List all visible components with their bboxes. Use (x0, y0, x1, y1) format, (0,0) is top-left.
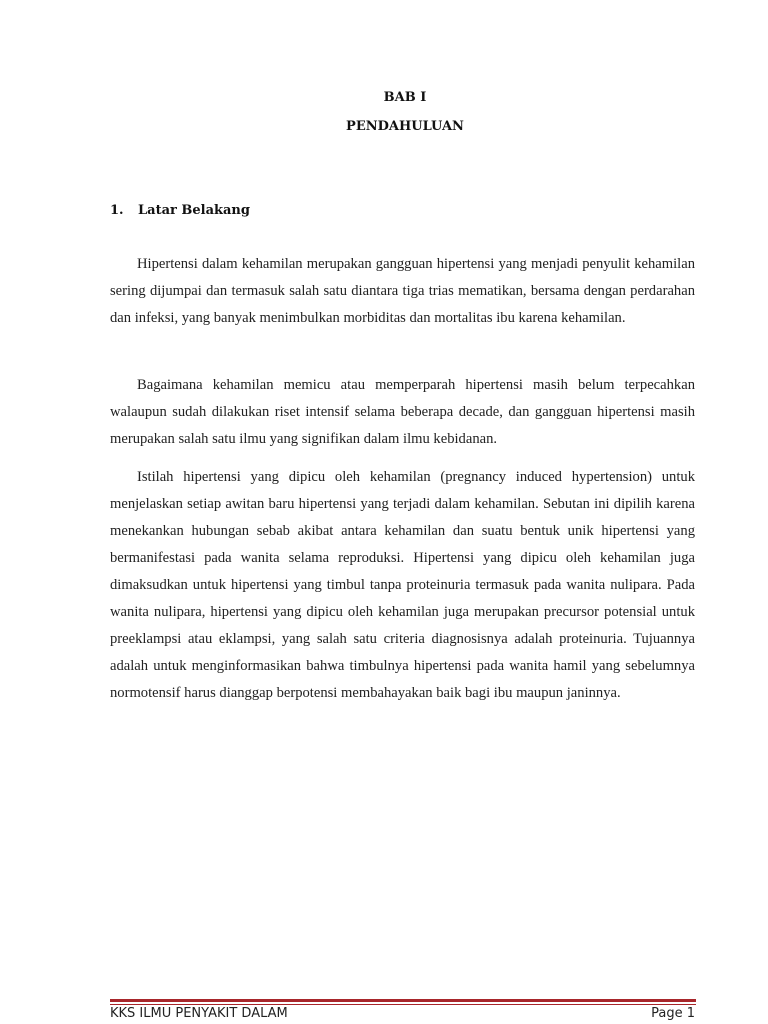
footer-rule-thick (110, 999, 696, 1002)
section-title: Latar Belakang (138, 203, 250, 218)
section-heading (110, 203, 250, 218)
body-paragraph: Istilah hipertensi yang dipicu oleh kehamilan (pregnancy induced hypertension) untuk menjelaskan setiap awitan baru hipertensi yang terjadi dalam kehamilan. Sebutan ini dipilih karena menekankan hubungan sebab akibat antara kehamilan dan suatu bentuk unik hipertensi yang bermanifestasi pada wanita selama reproduksi. Hipertensi yang dipicu oleh kehamilan juga dimaksudkan untuk hipertensi yang timbul tanpa proteinuria termasuk pada wanita nulipara. Pada wanita nulipara, hipertensi yang dipicu oleh kehamilan juga merupakan precursor potensial untuk preeklampsi atau eklampsi, yang salah satu criteria diagnosisnya adalah proteinuria. Tujuannya adalah untuk menginformasikan bahwa timbulnya hipertensi pada wanita hamil yang sebelumnya normotensif harus dianggap berpotensi membahayakan baik bagi ibu maupun janinnya. (110, 469, 695, 701)
body-paragraph: Bagaimana kehamilan memicu atau memperparah hipertensi masih belum terpecahkan walaupun sudah dilakukan riset intensif selama beberapa decade, dan gangguan hipertensi masih merupakan salah satu ilmu yang signifikan dalam ilmu kebidanan. (110, 377, 695, 447)
footer-rule-thin (110, 1004, 696, 1005)
footer-page-number: Page 1 (651, 1006, 695, 1021)
body-paragraph: Hipertensi dalam kehamilan merupakan gangguan hipertensi yang menjadi penyulit kehamilan sering dijumpai dan termasuk salah satu diantara tiga trias mematikan, bersama dengan perdarahan dan infeksi, yang banyak menimbulkan morbiditas dan mortalitas ibu karena kehamilan. (110, 256, 695, 326)
section-number: 1. (110, 203, 124, 218)
chapter-title: PENDAHULUAN (346, 119, 464, 134)
chapter-number: BAB I (383, 90, 427, 105)
footer-left-text: KKS ILMU PENYAKIT DALAM (110, 1006, 288, 1021)
